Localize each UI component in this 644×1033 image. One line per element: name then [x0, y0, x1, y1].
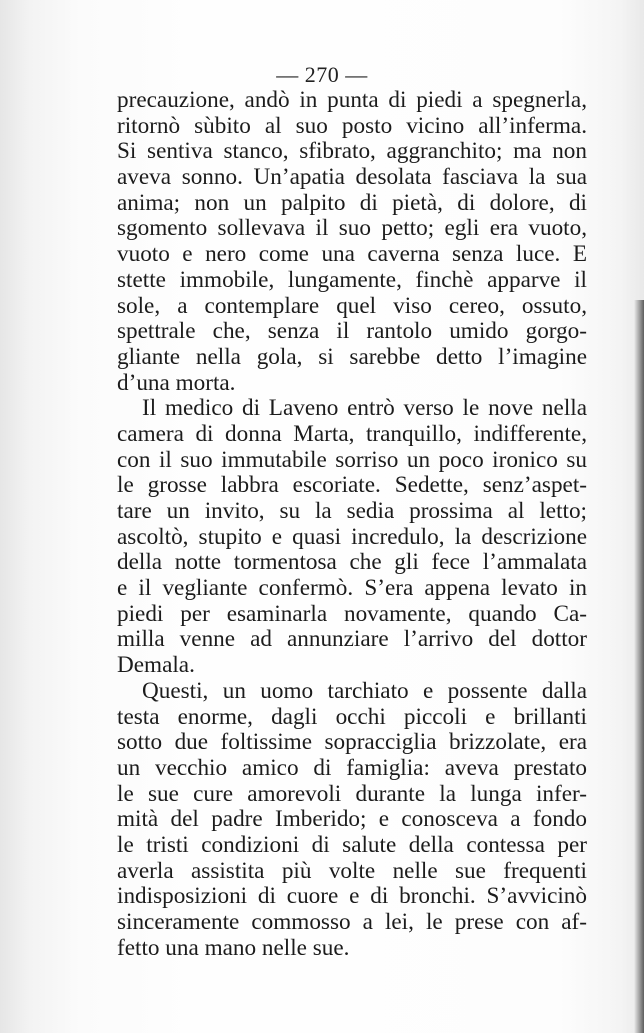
paragraph-3	[117, 679, 587, 962]
paragraph-1	[117, 88, 587, 396]
page-edge-shadow	[634, 300, 644, 1033]
text-line: stette immobile, lungamente, finchè apparve il	[117, 266, 587, 293]
text-line: sinceramente commosso a lei, le prese con af-	[117, 909, 587, 935]
text-line: indisposizioni di cuore e di bronchi. S’avvicinò	[117, 883, 587, 910]
page-number: — 270 —	[276, 62, 368, 87]
text-line: le grosse labbra escoriate. Sedette, senz’aspet-	[117, 472, 587, 499]
text-line: della notte tormentosa che gli fece l’ammalata	[117, 549, 587, 576]
text-line: ritornò sùbito al suo posto vicino all’inferma.	[117, 112, 587, 139]
text-line: fetto una mano nelle sue.	[117, 934, 350, 961]
paragraph-2	[117, 396, 587, 679]
text-line: sole, a contemplare quel viso cereo, ossuto,	[117, 292, 587, 319]
text-line: le tristi condizioni di salute della contessa per	[117, 831, 587, 858]
text-line: precauzione, andò in punta di piedi a spegnerla,	[117, 87, 587, 113]
text-line: Demala.	[117, 652, 195, 679]
text-line: Questi, un uomo tarchiato e possente dalla	[142, 677, 587, 704]
text-line: Si sentiva stanco, sfibrato, aggranchito; ma non	[117, 138, 587, 165]
text-line: anima; non un palpito di pietà, di dolore, di	[117, 189, 587, 216]
text-line: un vecchio amico di famiglia: aveva prestato	[117, 754, 587, 781]
text-line: le sue cure amorevoli durante la lunga infer-	[117, 780, 587, 807]
text-line: sgomento sollevava il suo petto; egli era vuoto,	[117, 215, 587, 242]
text-line: camera di donna Marta, tranquillo, indifferente,	[117, 420, 587, 447]
body-text	[117, 88, 587, 961]
text-line: sotto due foltissime sopracciglia brizzolate, era	[117, 729, 587, 756]
text-line: spettrale che, senza il rantolo umido gorgo-	[117, 318, 587, 345]
text-line: averla assistita più volte nelle sue frequenti	[117, 857, 587, 884]
text-line: aveva sonno. Un’apatia desolata fasciava la sua	[117, 164, 587, 191]
text-line: mità del padre Imberido; e conosceva a fondo	[117, 806, 587, 833]
text-line: vuoto e nero come una caverna senza luce. E	[117, 241, 587, 268]
text-line: e il vegliante confermò. S’era appena levato in	[117, 575, 587, 602]
text-line: Il medico di Laveno entrò verso le nove nella	[142, 395, 587, 422]
text-line: d’una morta.	[117, 369, 236, 396]
text-line: gliante nella gola, si sarebbe detto l’imagine	[117, 343, 587, 370]
text-line: milla venne ad annunziare l’arrivo del dottor	[117, 626, 587, 653]
text-line: piedi per esaminarla novamente, quando Ca-	[117, 600, 587, 627]
text-line: testa enorme, dagli occhi piccoli e brillanti	[117, 703, 587, 730]
text-line: tare un invito, su la sedia prossima al letto;	[117, 498, 587, 524]
text-line: ascoltò, stupito e quasi incredulo, la descrizione	[117, 523, 587, 550]
text-line: con il suo immutabile sorriso un poco ironico su	[117, 446, 587, 473]
